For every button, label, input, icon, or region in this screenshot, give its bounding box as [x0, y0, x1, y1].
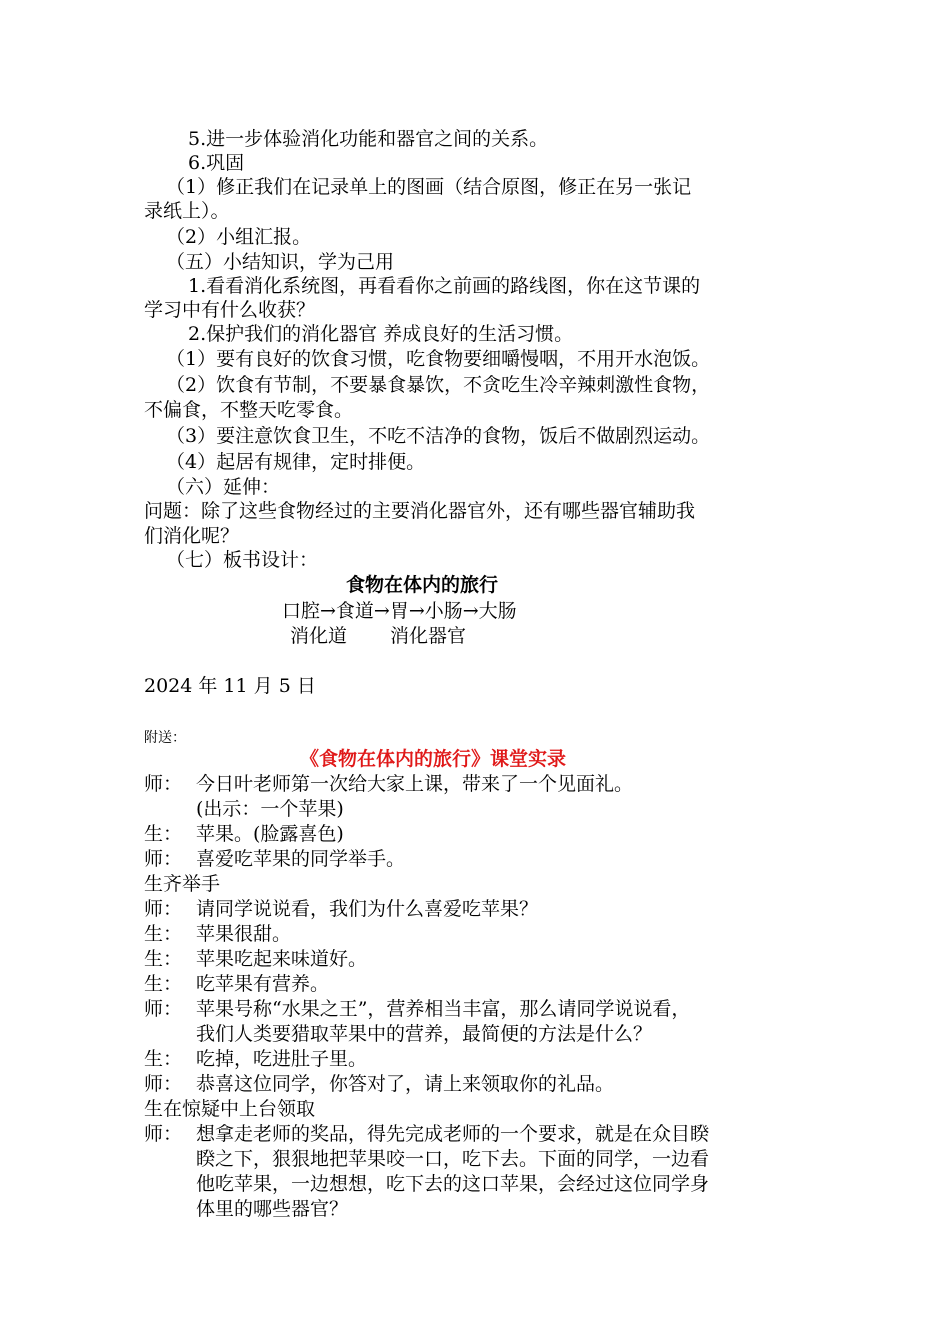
section-5-item-1: 1.看看消化系统图，再看看你之前画的路线图，你在这节课的 [188, 275, 701, 297]
utterance: (出示：一个苹果) [196, 798, 344, 820]
board-label-tract: 消化道 [290, 625, 348, 647]
speaker: 生齐举手 [144, 873, 221, 895]
speaker: 师： [144, 898, 183, 920]
speaker: 生： [144, 923, 183, 945]
step-6-item-1: （1）修正我们在记录单上的图画（结合原图，修正在另一张记 [166, 176, 692, 198]
utterance: 苹果很甜。 [196, 923, 292, 945]
step-6: 6.巩固 [188, 152, 245, 174]
speaker: 师： [144, 773, 183, 795]
section-5-heading: （五）小结知识，学为己用 [166, 251, 395, 273]
section-5-item-2: 2.保护我们的消化器官 养成良好的生活习惯。 [188, 323, 574, 345]
step-6-item-1-cont: 录纸上）。 [144, 200, 230, 222]
utterance: 吃掉，吃进肚子里。 [196, 1048, 368, 1070]
step-6-item-2: （2）小组汇报。 [166, 226, 312, 248]
section-7-heading: （七）板书设计： [166, 549, 319, 571]
speaker: 师： [144, 998, 183, 1020]
extension-question: 问题：除了这些食物经过的主要消化器官外，还有哪些器官辅助我 [144, 500, 696, 522]
habit-3: （3）要注意饮食卫生，不吃不洁净的食物，饭后不做剧烈运动。 [166, 425, 711, 447]
section-6-heading: （六）延伸： [166, 476, 281, 498]
speaker: 生： [144, 823, 183, 845]
utterance: 请同学说说看，我们为什么喜爱吃苹果？ [196, 898, 539, 920]
speaker: 生在惊疑中上台领取 [144, 1098, 316, 1120]
section-5-item-1-cont: 学习中有什么收获？ [144, 299, 316, 321]
extension-question-cont: 们消化呢？ [144, 525, 240, 547]
speaker: 师： [144, 1073, 183, 1095]
speaker: 生： [144, 948, 183, 970]
appendix-title: 《食物在体内的旅行》课堂实录 [300, 748, 567, 770]
utterance: 苹果。(脸露喜色) [196, 823, 344, 845]
utterance: 恭喜这位同学，你答对了，请上来领取你的礼品。 [196, 1073, 615, 1095]
utterance: 苹果吃起来味道好。 [196, 948, 368, 970]
speaker: 师： [144, 1123, 183, 1145]
board-path: 口腔→食道→胃→小肠→大肠 [282, 600, 517, 622]
utterance: 体里的哪些器官？ [196, 1198, 349, 1220]
habit-2-cont: 不偏食，不整天吃零食。 [144, 399, 354, 421]
step-5: 5.进一步体验消化功能和器官之间的关系。 [188, 128, 549, 150]
appendix-label: 附送： [144, 730, 186, 746]
utterance: 吃苹果有营养。 [196, 973, 330, 995]
utterance: 想拿走老师的奖品，得先完成老师的一个要求，就是在众目睽 [196, 1123, 710, 1145]
habit-2: （2）饮食有节制，不要暴食暴饮，不贪吃生冷辛辣刺激性食物， [166, 374, 711, 396]
habit-4: （4）起居有规律，定时排便。 [166, 451, 426, 473]
utterance: 他吃苹果，一边想想，吃下去的这口苹果，会经过这位同学身 [196, 1173, 710, 1195]
document-date: 2024 年 11 月 5 日 [144, 675, 316, 697]
habit-1: （1）要有良好的饮食习惯，吃食物要细嚼慢咽，不用开水泡饭。 [166, 348, 711, 370]
utterance: 苹果号称“水果之王”，营养相当丰富，那么请同学说说看， [196, 998, 691, 1020]
utterance: 喜爱吃苹果的同学举手。 [196, 848, 406, 870]
utterance: 我们人类要猎取苹果中的营养，最简便的方法是什么？ [196, 1023, 653, 1045]
speaker: 生： [144, 1048, 183, 1070]
board-title: 食物在体内的旅行 [346, 574, 499, 596]
speaker: 师： [144, 848, 183, 870]
board-label-organs: 消化器官 [390, 625, 467, 647]
utterance: 今日叶老师第一次给大家上课，带来了一个见面礼。 [196, 773, 634, 795]
utterance: 睽之下，狠狠地把苹果咬一口，吃下去。下面的同学，一边看 [196, 1148, 710, 1170]
speaker: 生： [144, 973, 183, 995]
